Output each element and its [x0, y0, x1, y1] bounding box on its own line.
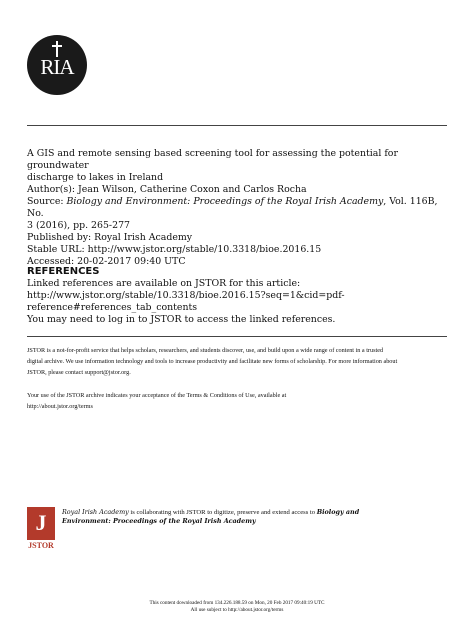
- ria-logo: [27, 35, 87, 95]
- terms-notice: [27, 390, 452, 412]
- article-source-line2: 3 (2016), pp. 265-277: [27, 220, 130, 231]
- collab-journal-line1: Biology and: [316, 508, 360, 516]
- notice-p2-line1: Your use of the JSTOR archive indicates your acceptance of the Terms & Conditions of Use, available at: [27, 392, 287, 399]
- ria-logo-text: RIA: [40, 55, 74, 79]
- references-line1: Linked references are available on JSTOR for this article:: [27, 278, 301, 289]
- download-footer: [0, 600, 474, 614]
- article-metadata: [27, 148, 452, 268]
- references-link-line2[interactable]: reference#references_tab_contents: [27, 302, 198, 313]
- source-prefix: Source:: [27, 196, 67, 207]
- jstor-logo: [27, 507, 55, 551]
- jstor-notice: [27, 345, 452, 378]
- source-suffix: , Vol. 116B, No.: [27, 196, 438, 219]
- article-authors: Author(s): Jean Wilson, Catherine Coxon and Carlos Rocha: [27, 184, 307, 195]
- middle-divider: [27, 336, 447, 337]
- collaboration-statement: [62, 508, 452, 526]
- article-title-line2: discharge to lakes in Ireland: [27, 172, 164, 183]
- accessed-date: Accessed: 20-02-2017 09:40 UTC: [27, 256, 186, 267]
- terms-link[interactable]: http://about.jstor.org/terms: [27, 403, 93, 410]
- collab-middle: is collaborating with JSTOR to digitize, preserve and extend access to: [128, 509, 317, 516]
- references-block: [27, 278, 452, 326]
- stable-url-link[interactable]: Stable URL: http://www.jstor.org/stable/10.3318/bioe.2016.15: [27, 244, 322, 255]
- references-link-line1[interactable]: http://www.jstor.org/stable/10.3318/bioe.2016.15?seq=1&cid=pdf-: [27, 290, 345, 301]
- article-source: [27, 196, 452, 220]
- cross-icon-bar: [52, 45, 62, 47]
- collab-org: Royal Irish Academy: [62, 508, 129, 516]
- footer-line2: All use subject to http://about.jstor.org/terms: [190, 607, 284, 613]
- notice-p1-line1: JSTOR is a not-for-profit service that helps scholars, researchers, and students discover, use, and build upon a wide range of content in a trusted: [27, 347, 384, 354]
- article-publisher: Published by: Royal Irish Academy: [27, 232, 193, 243]
- top-divider: [27, 125, 447, 126]
- notice-p1-line2: digital archive. We use information technology and tools to increase productivity and facilitate new forms of scholarship. For more information about: [27, 358, 398, 365]
- jstor-logo-letter: J: [35, 510, 47, 535]
- jstor-logo-box: [27, 507, 55, 540]
- notice-p1-line3: JSTOR, please contact support@jstor.org.: [27, 369, 131, 376]
- article-title-line1: A GIS and remote sensing based screening tool for assessing the potential for groundwater: [27, 148, 398, 171]
- jstor-logo-word: JSTOR: [28, 541, 54, 550]
- footer-line1: This content downloaded from 134.226.188.59 on Mon, 20 Feb 2017 09:40:19 UTC: [149, 600, 325, 606]
- source-journal: Biology and Environment: Proceedings of the Royal Irish Academy: [66, 196, 384, 207]
- references-login-note: You may need to log in to JSTOR to access the linked references.: [27, 314, 336, 325]
- references-heading: REFERENCES: [27, 266, 100, 277]
- collab-journal-line2: Environment: Proceedings of the Royal Irish Academy: [62, 517, 256, 525]
